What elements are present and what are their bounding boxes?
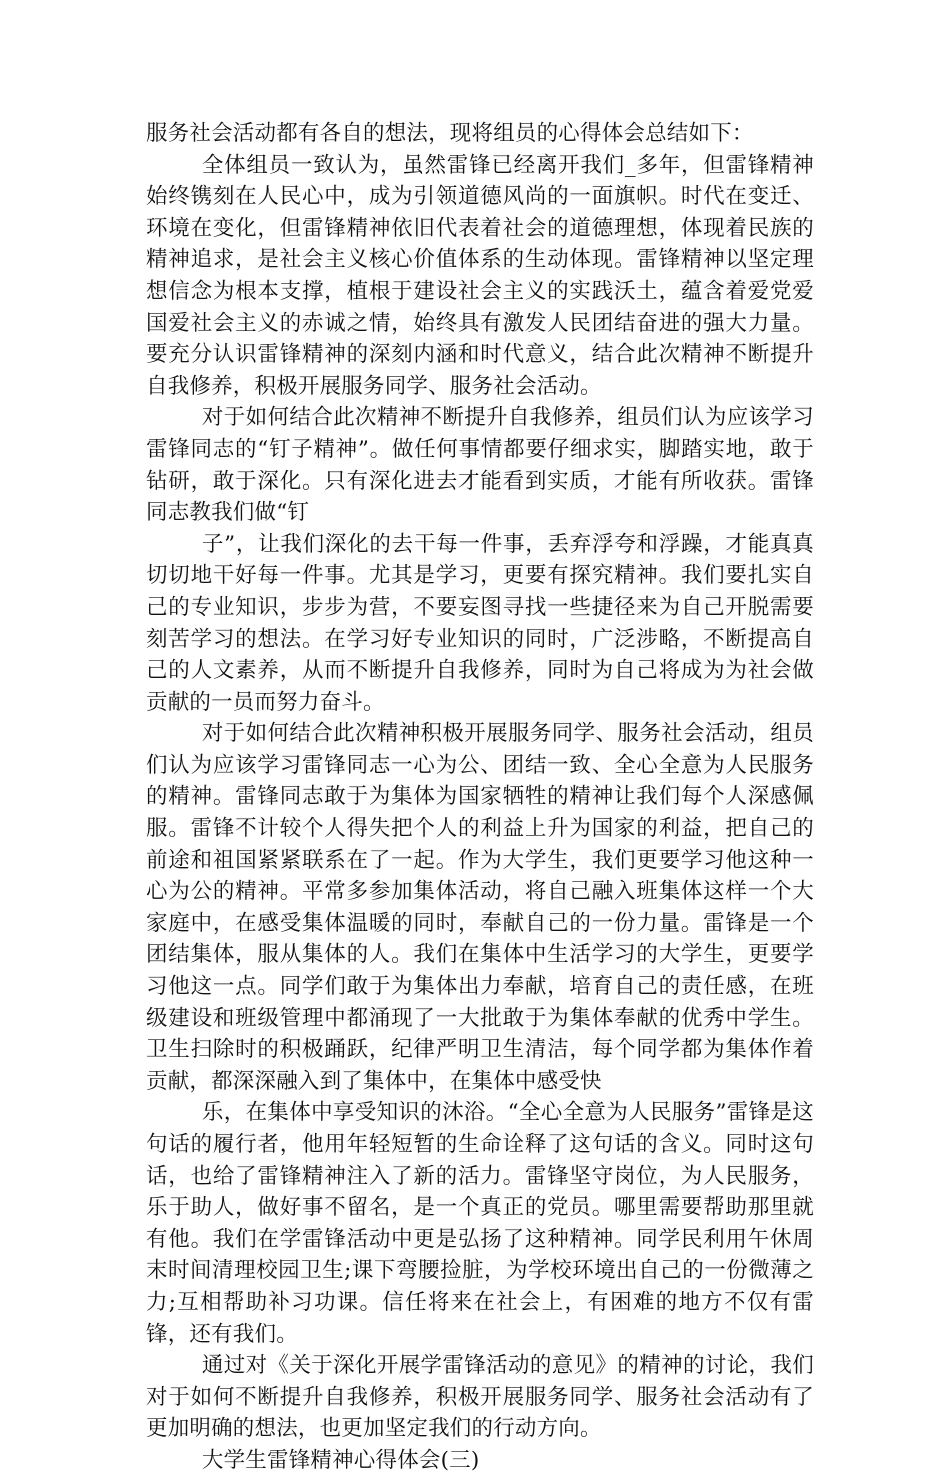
paragraph-collective: 对于如何结合此次精神积极开展服务同学、服务社会活动，组员们认为应该学习雷锋同志一心为公、团结一致、全心全意为人民服务的精神。雷锋同志敢于为集体为国家牺牲的精神让我们每个人深感佩服。雷锋不计较个人得失把个人的利益上升为国家的利益，把自己的前途和祖国紧紧联系在了一起。作为大学生，我们更要学习他这种一心为公的精神。平常多参加集体活动，将自己融入班集体这样一个大家庭中，在感受集体温暖的同时，奉献自己的一份力量。雷锋是一个团结集体，服从集体的人。我们在集体中生活学习的大学生，更要学习他这一点。同学们敢于为集体出力奉献，培育自己的责任感，在班级建设和班级管理中都涌现了一大批敢于为集体奉献的优秀中学生。卫生扫除时的积极踊跃，纪律严明卫生清洁，每个同学都为集体作着贡献，都深深融入到了集体中，在集体中感受快 (146, 721, 814, 1094)
document-body (146, 118, 814, 1477)
paragraph-intro: 服务社会活动都有各自的想法，现将组员的心得体会总结如下： (146, 121, 754, 146)
section-heading: 大学生雷锋精神心得体会(三) (201, 1447, 480, 1473)
paragraph-nail-spirit: 对于如何结合此次精神不断提升自我修养，组员们认为应该学习雷锋同志的“钉子精神”。做任何事情都要仔细求实，脚踏实地，敢于钻研，敢于深化。只有深化进去才能看到实质，才能有所收获。雷锋同志教我们做“钉 (146, 405, 814, 526)
paragraph-conclusion: 通过对《关于深化开展学雷锋活动的意见》的精神的讨论，我们对于如何不断提升自我修养，积极开展服务同学、服务社会活动有了更加明确的想法，也更加坚定我们的行动方向。 (146, 1353, 814, 1442)
paragraph-consensus: 全体组员一致认为，虽然雷锋已经离开我们_多年，但雷锋精神始终镌刻在人民心中，成为引领道德风尚的一面旗帜。时代在变迁、环境在变化，但雷锋精神依旧代表着社会的道德理想，体现着民族的精神追求，是社会主义核心价值体系的生动体现。雷锋精神以坚定理想信念为根本支撑，植根于建设社会主义的实践沃土，蕴含着爱党爱国爱社会主义的赤诚之情，始终具有激发人民团结奋进的强大力量。要充分认识雷锋精神的深刻内涵和时代意义，结合此次精神不断提升自我修养，积极开展服务同学、服务社会活动。 (146, 152, 814, 399)
paragraph-serve-people: 乐，在集体中享受知识的沐浴。“全心全意为人民服务”雷锋是这句话的履行者，他用年轻短暂的生命诠释了这句话的含义。同时这句话，也给了雷锋精神注入了新的活力。雷锋坚守岗位，为人民服务，乐于助人，做好事不留名，是一个真正的党员。哪里需要帮助那里就有他。我们在学雷锋活动中更是弘扬了这种精神。同学民利用午休周末时间清理校园卫生;课下弯腰捡脏，为学校环境出自己的一份微薄之力;互相帮助补习功课。信任将来在社会上，有困难的地方不仅有雷锋，还有我们。 (146, 1100, 814, 1347)
paragraph-study: 子”，让我们深化的去干每一件事，丢弃浮夸和浮躁，才能真真切切地干好每一件事。尤其是学习，更要有探究精神。我们要扎实自己的专业知识，步步为营，不要妄图寻找一些捷径来为自己开脱需要刻苦学习的想法。在学习好专业知识的同时，广泛涉略，不断提高自己的人文素养，从而不断提升自我修养，同时为自己将成为为社会做贡献的一员而努力奋斗。 (146, 531, 814, 715)
